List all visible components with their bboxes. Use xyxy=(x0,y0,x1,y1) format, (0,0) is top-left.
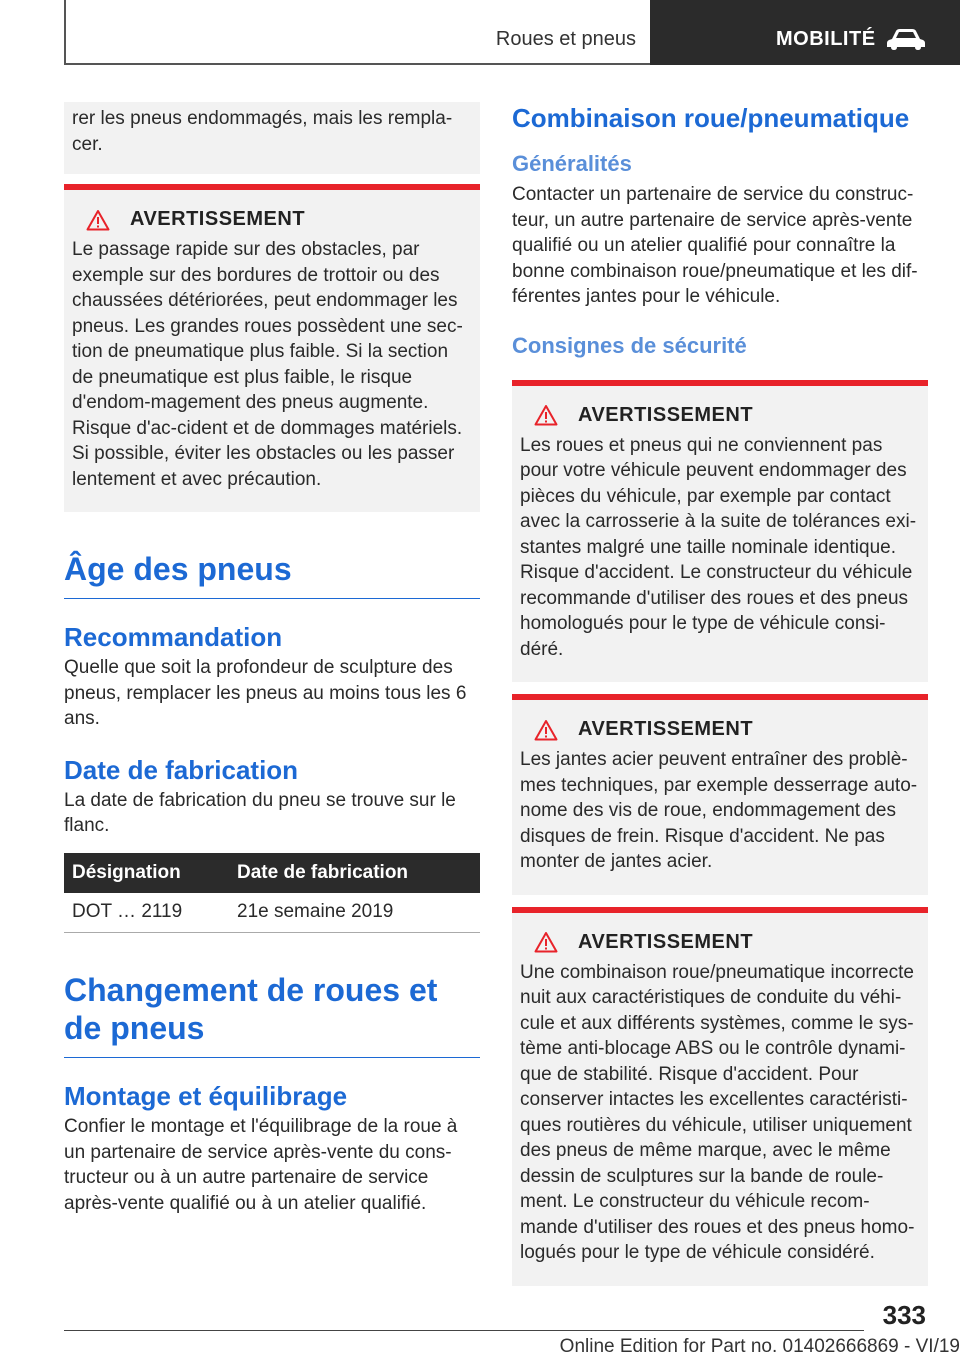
subsection-title-recommendation: Recommandation xyxy=(64,622,283,652)
warning-text: Les roues et pneus qui ne conviennent pas pour votre véhicule peuvent endommager des pièces du véhicule, par exemple par contact avec la carrosserie à la suite de tolérances exi-stantes malgré une taille nominale identique. Risque d'accident. Le constructeur du véhicule recommande d'utiliser des roues et des pneus homologués pour le type de véhicule consi-déré. xyxy=(520,434,917,660)
table-cell: 21e semaine 2019 xyxy=(229,893,480,933)
warning-box xyxy=(512,907,928,1286)
header-section-title: Roues et pneus xyxy=(495,28,636,50)
warning-title: AVERTISSEMENT xyxy=(578,718,754,740)
general-text: Contacter un partenaire de service du construc-teur, un autre partenaire de service après-vente qualifié ou un atelier qualifié pour connaître la bonne combinaison roue/pneumatique et les dif-férentes jantes pour le véhicule. xyxy=(512,184,918,307)
table-header-row xyxy=(64,853,480,893)
warning-text: Les jantes acier peuvent entraîner des problè-mes techniques, par exemple desserrage auto-nome des vis de roue, endommagement des disques de frein. Risque d'accident. Ne pas monter de jantes acier. xyxy=(520,749,918,872)
section-title-tire-age: Âge des pneus xyxy=(64,550,480,599)
warning-title: AVERTISSEMENT xyxy=(578,403,754,426)
warning-header xyxy=(86,208,472,231)
subsection-title-safety: Consignes de sécurité xyxy=(512,332,747,358)
warning-title: AVERTISSEMENT xyxy=(578,930,754,953)
section-title-changing-wheels: Changement de roues et de pneus xyxy=(64,971,480,1058)
table-header-cell: Désignation xyxy=(64,853,229,893)
recommendation-text: Quelle que soit la profondeur de sculpture des pneus, remplacer les pneus au moins tous les 6 ans. xyxy=(64,657,467,729)
header-chapter-tab xyxy=(650,0,960,65)
header-rule-vertical xyxy=(64,0,66,64)
table-cell: DOT … 2119 xyxy=(64,893,229,933)
footer-edition: Online Edition for Part no. 01402666869 - VI/19 xyxy=(559,1336,960,1357)
continuation-text: rer les pneus endommagés, mais les rempla-cer. xyxy=(72,108,453,155)
continuation-box xyxy=(64,102,480,174)
warning-triangle-icon xyxy=(534,931,558,953)
warning-triangle-icon xyxy=(86,209,110,231)
left-column xyxy=(64,102,480,1216)
warning-header xyxy=(534,931,920,954)
right-column xyxy=(512,102,928,1286)
warning-box xyxy=(64,184,480,512)
table-row xyxy=(64,893,480,933)
chapter-label: MOBILITÉ xyxy=(776,28,876,50)
warning-text: Une combinaison roue/pneumatique incorrecte nuit aux caractéristiques de conduite du véhi-cule et aux différents systèmes, comme le sys-tème anti-blocage ABS ou le contrôle dynami-que de stabilité. Risque d'accident. Pour conserver intactes les excellentes caractéristi-ques routières du véhicule, utiliser uniquement des pneus de même marque, avec le même dessin de sculptures sur la bande de roule-ment. Le constructeur du véhicule recom-mande d'utiliser des roues et des pneus homo-logués pour le type de véhicule considéré. xyxy=(520,961,915,1263)
warning-title: AVERTISSEMENT xyxy=(130,208,306,230)
manufacture-date-table xyxy=(64,853,480,934)
table-header-cell: Date de fabrication xyxy=(229,853,480,893)
footer-rule xyxy=(64,1330,864,1331)
warning-header xyxy=(534,404,920,427)
mounting-text: Confier le montage et l'équilibrage de la roue à un partenaire de service après-vente du cons-tructeur ou à un autre partenaire de service après-vente qualifié ou à un atelier qualifié. xyxy=(64,1116,458,1214)
subsection-title-manufacture-date: Date de fabrication xyxy=(64,754,299,785)
manufacture-date-text: La date de fabrication du pneu se trouve sur le flanc. xyxy=(64,789,456,836)
page-number: 333 xyxy=(882,1300,926,1330)
warning-box xyxy=(512,380,928,683)
warning-text: Le passage rapide sur des obstacles, par exemple sur des bordures de trottoir ou des chaussées détériorées, peut endommager les pneus. Les grandes roues possèdent une sec-tion de pneumatique plus faible. Si la section de pneumatique est plus faible, le risque d'endom-magement des pneus augmente. Risque d'ac-cident et de dommages matériels. Si possible, éviter les obstacles ou les passer lentement et avec précaution. xyxy=(72,239,463,490)
car-icon xyxy=(886,27,926,51)
warning-triangle-icon xyxy=(534,719,558,741)
subsection-title-mounting: Montage et équilibrage xyxy=(64,1081,348,1111)
section-title-wheel-tire-combination: Combinaison roue/pneumatique xyxy=(512,103,910,133)
header-rule-bottom xyxy=(64,63,650,65)
warning-header xyxy=(534,718,920,741)
warning-triangle-icon xyxy=(534,404,558,426)
subsection-title-general: Généralités xyxy=(512,151,632,176)
warning-box xyxy=(512,694,928,895)
